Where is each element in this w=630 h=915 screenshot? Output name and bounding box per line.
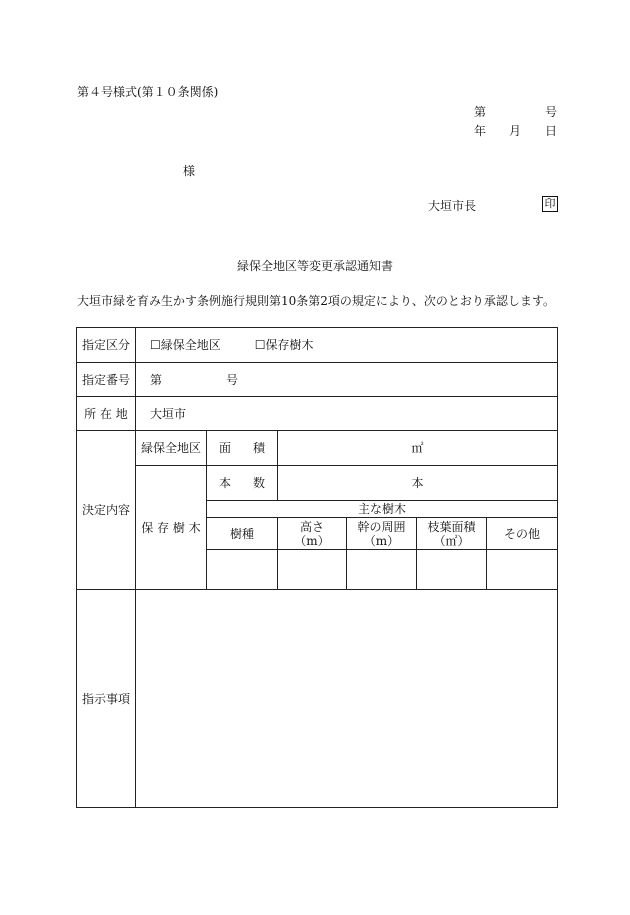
entry-height[interactable] [278,550,347,590]
designation-type-options [136,328,558,363]
decision-label: 決定内容 [77,431,136,590]
col-height: 高さ （m） [278,518,347,550]
designation-number-suffix: 号 [226,372,239,387]
addressee-suffix: 様 [183,164,196,178]
intro-text: 大垣市緑を育み生かす条例施行規則第10条第2項の規定により、次のとおり承認します。 [77,294,555,308]
date-year: 年 [474,124,487,138]
row-instructions [77,590,558,808]
row-tree-count [77,466,558,501]
location-label: 所 在 地 [77,397,136,431]
option-preserved-tree[interactable]: ☐保存樹木 [254,338,314,352]
issuer-name: 大垣市長 [428,199,477,213]
count-label: 本 数 [207,466,278,501]
instructions-label: 指示事項 [77,590,136,808]
col-canopy: 枝葉面積 （㎡） [417,518,487,550]
col-girth: 幹の周囲 （m） [347,518,417,550]
entry-species[interactable] [207,550,278,590]
designation-type-label: 指定区分 [77,328,136,363]
location-value: 大垣市 [136,397,558,431]
checkbox-icon[interactable]: ☐ [150,338,161,352]
col-species: 樹種 [207,518,278,550]
main-trees-label: 主な樹木 [207,501,558,518]
instructions-body[interactable] [136,590,558,808]
row-location [77,397,558,431]
entry-girth[interactable] [347,550,417,590]
form-number-label: 第４号様式(第１０条関係) [77,85,219,99]
designation-number-value [136,363,558,397]
entry-other[interactable] [487,550,558,590]
row-green-area [77,431,558,466]
number-suffix: 号 [545,105,558,119]
entry-canopy[interactable] [417,550,487,590]
col-other: その他 [487,518,558,550]
approval-table [76,327,558,808]
row-designation-type [77,328,558,363]
document-title: 緑保全地区等変更承認通知書 [236,259,393,273]
designation-number-prefix: 第 [150,372,163,387]
checkbox-icon[interactable]: ☐ [254,338,266,352]
count-unit: 本 [278,466,558,501]
date-month: 月 [509,124,522,138]
option-green-area[interactable]: ☐緑保全地区 [150,338,221,352]
seal-mark: 印 [542,196,558,212]
green-area-label: 緑保全地区 [136,431,207,466]
date-day: 日 [545,124,558,138]
preserved-tree-label: 保 存 樹 木 [136,466,207,590]
designation-number-label: 指定番号 [77,363,136,397]
area-label: 面 積 [207,431,278,466]
row-designation-number [77,363,558,397]
area-unit: ㎡ [278,431,558,466]
number-prefix: 第 [474,105,487,119]
